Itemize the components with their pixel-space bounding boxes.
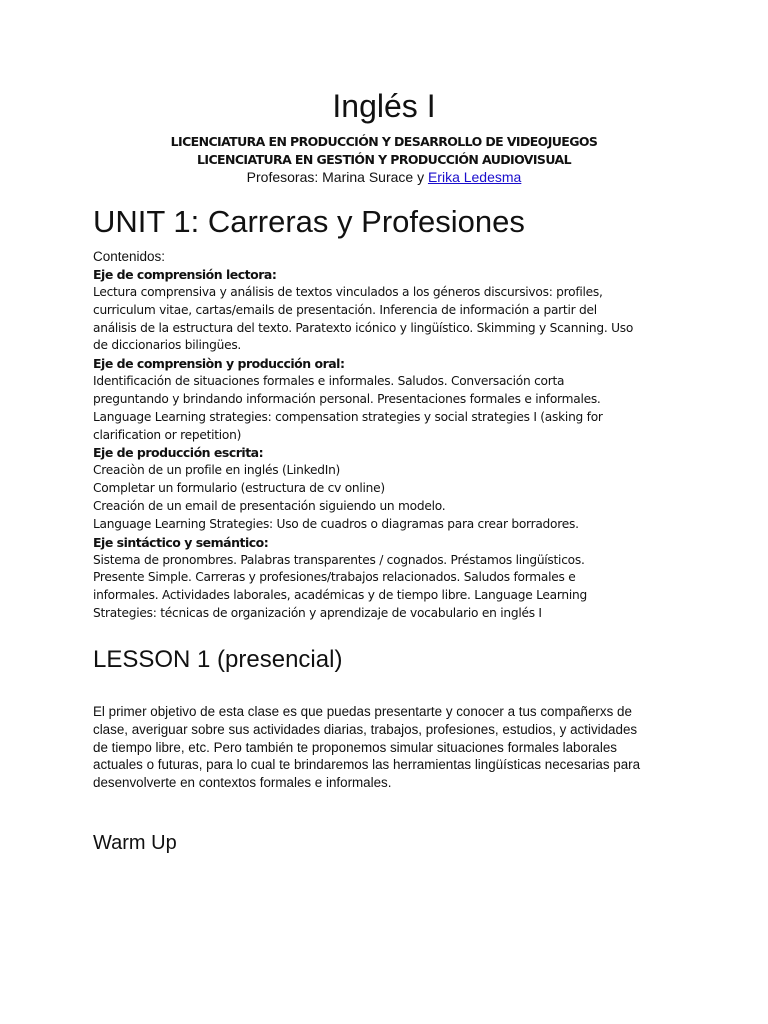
- unit-title: UNIT 1: Carreras y Profesiones: [93, 204, 525, 239]
- lesson-line: desenvolverte en contextos formales e informales.: [93, 775, 392, 791]
- unit-contents: [93, 248, 683, 623]
- axis-line: Strategies: técnicas de organización y aprendizaje de vocabulario en inglés I: [93, 605, 542, 620]
- axis-oral: [93, 355, 683, 444]
- axis-title: Eje de producción escrita:: [93, 445, 264, 461]
- axis-writing: [93, 444, 683, 533]
- teacher-link[interactable]: Erika Ledesma: [427, 169, 522, 185]
- lesson-title: LESSON 1 (presencial): [93, 646, 343, 673]
- lesson-paragraph: [93, 703, 683, 792]
- lesson-line: actuales o futuras, para lo cual te brindaremos las herramientas lingüísticas necesarias para: [93, 757, 641, 773]
- axis-line: Sistema de pronombres. Palabras transparentes / cognados. Préstamos lingüísticos.: [93, 552, 585, 567]
- axis-line: de diccionarios bilingües.: [93, 338, 242, 353]
- document-title: Inglés I: [332, 88, 436, 124]
- axis-line: clarification or repetition): [93, 427, 242, 442]
- axis-line: Lectura comprensiva y análisis de textos vinculados a los géneros discursivos: profiles,: [93, 285, 603, 299]
- axis-title: Eje sintáctico y semántico:: [93, 534, 269, 550]
- axis-title: Eje de comprensiòn y producción oral:: [93, 356, 345, 372]
- axis-line: Identificación de situaciones formales e informales. Saludos. Conversación corta: [93, 374, 565, 389]
- axis-line: Creaciòn de un profile en inglés (LinkedIn): [93, 463, 341, 478]
- warmup-heading: Warm Up: [93, 832, 177, 854]
- axis-line: Language Learning strategies: compensation strategies y social strategies I (asking for: [93, 409, 603, 424]
- axis-reading: [93, 266, 683, 355]
- axis-line: Language Learning Strategies: Uso de cuadros o diagramas para crear borradores.: [93, 516, 579, 531]
- axis-line: análisis de la estructura del texto. Paratexto icónico y lingüístico. Skimming y Scanning. Uso: [93, 320, 634, 335]
- lesson-line: de tiempo libre, etc. Pero también te proponemos simular situaciones formales laborales: [93, 739, 617, 755]
- axis-line: preguntando y brindando información personal. Presentaciones formales e informales.: [93, 391, 601, 406]
- contents-label: Contenidos:: [93, 249, 166, 264]
- teachers-prefix: Profesoras: Marina Surace y: [246, 169, 428, 185]
- axis-line: Presente Simple. Carreras y profesiones/trabajos relacionados. Saludos formales e: [93, 570, 576, 585]
- axis-line: curriculum vitae, cartas/emails de presentación. Inferencia de información a partir del: [93, 302, 597, 317]
- axis-title: Eje de comprensión lectora:: [93, 267, 277, 282]
- axis-line: informales. Actividades laborales, académicas y de tiempo libre. Language Learning: [93, 588, 587, 603]
- degree-audiovisual: LICENCIATURA EN GESTIÓN Y PRODUCCIÓN AUDIOVISUAL: [197, 152, 571, 167]
- lesson-line: El primer objetivo de esta clase es que puedas presentarte y conocer a tus compañerxs de: [93, 704, 632, 719]
- degree-videojuegos: LICENCIATURA EN PRODUCCIÓN Y DESARROLLO DE VIDEOJUEGOS: [170, 134, 598, 149]
- teachers-line: [93, 168, 675, 186]
- lesson-line: clase, averiguar sobre sus actividades diarias, trabajos, profesiones, estudios, y actividades: [93, 721, 638, 737]
- axis-line: Completar un formulario (estructura de cv online): [93, 481, 385, 496]
- axis-syntax: [93, 534, 683, 623]
- axis-line: Creación de un email de presentación siguiendo un modelo.: [93, 498, 446, 513]
